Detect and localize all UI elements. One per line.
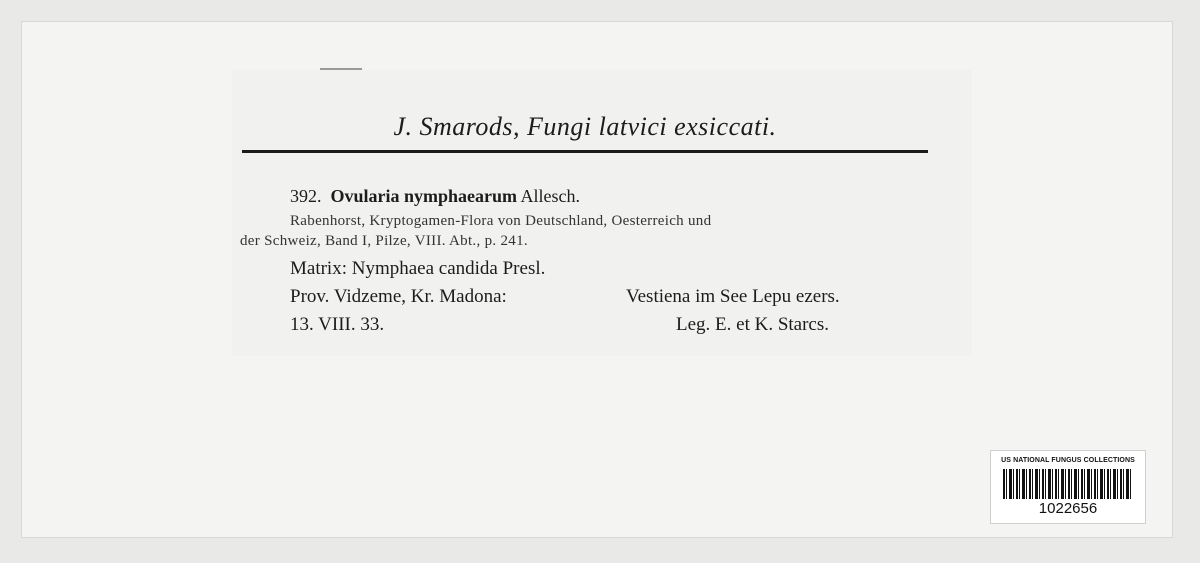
reference-line-2: der Schweiz, Band I, Pilze, VIII. Abt., p. 241. bbox=[240, 233, 528, 249]
species-line bbox=[290, 186, 580, 207]
locality-site: Vestiena im See Lepu ezers. bbox=[626, 286, 840, 307]
matrix-line: Matrix: Nymphaea candida Presl. bbox=[290, 258, 546, 279]
barcode-number: 1022656 bbox=[1038, 500, 1098, 517]
locality-region: Prov. Vidzeme, Kr. Madona: bbox=[290, 286, 507, 307]
specimen-number: 392. bbox=[290, 186, 322, 206]
barcode-label bbox=[990, 450, 1146, 524]
pencil-mark bbox=[320, 68, 362, 70]
collection-date: 13. VIII. 33. bbox=[290, 314, 385, 335]
species-author: Allesch. bbox=[520, 186, 581, 206]
barcode-icon bbox=[1003, 469, 1133, 499]
title-rule bbox=[242, 150, 928, 153]
reference-line-1: Rabenhorst, Kryptogamen-Flora von Deutschland, Oesterreich und bbox=[290, 213, 712, 229]
series-title: J. Smarods, Fungi latvici exsiccati. bbox=[393, 112, 777, 141]
species-name: Ovularia nymphaearum bbox=[330, 186, 518, 206]
collectors: Leg. E. et K. Starcs. bbox=[676, 314, 830, 335]
barcode-institution: US NATIONAL FUNGUS COLLECTIONS bbox=[1001, 457, 1135, 464]
